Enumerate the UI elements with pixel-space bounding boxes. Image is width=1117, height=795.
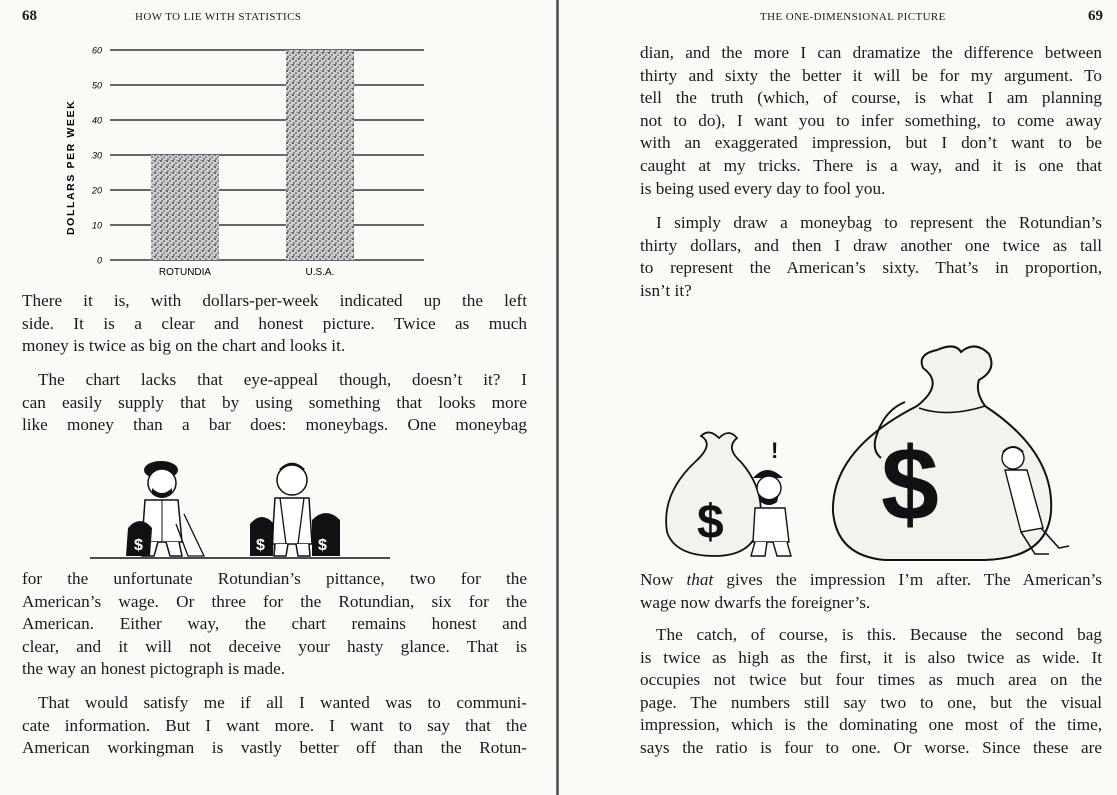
chart-bar-rotundia: [151, 155, 219, 260]
right-page: [560, 0, 1117, 795]
chart-ytick-label: 0: [96, 255, 102, 266]
text-line: clear, and it will not deceive your hasty glance. That is: [22, 636, 527, 656]
moneybag-symbol: $: [697, 496, 724, 549]
text-line: the way an honest pictograph is made.: [22, 659, 285, 679]
right-paragraph-2: [640, 212, 1102, 302]
text-line: page. The numbers still say two to one, but the visual: [640, 692, 1102, 712]
right-paragraph-1: [640, 42, 1102, 200]
moneybag-symbol: $: [256, 537, 265, 554]
text-line: American’s wage. Or three for the Rotundian, six for the: [22, 591, 527, 611]
text-line: caught at my tricks. There is a way, and it is one that: [640, 155, 1102, 175]
text-line: American. Either way, the chart remains honest and: [22, 614, 527, 634]
exclamation-mark: !: [771, 438, 779, 463]
running-head-right: THE ONE-DIMENSIONAL PICTURE: [760, 11, 946, 23]
text-line: can easily supply that by using something that looks more: [22, 392, 527, 412]
text-line: There it is, with dollars-per-week indicated up the left: [22, 291, 527, 310]
chart-ytick-label: 10: [91, 220, 102, 231]
text-line: American workingman is vastly better off than the Rotun-: [22, 738, 527, 758]
bar-chart: [58, 40, 498, 280]
running-head-left: HOW TO LIE WITH STATISTICS: [135, 11, 302, 23]
text-line: Now that gives the impression I’m after. The American’s: [640, 570, 1103, 589]
text-line: cate information. But I want more. I want to say that the: [22, 715, 527, 735]
chart-ylabel: DOLLARS PER WEEK: [65, 99, 77, 235]
text-line: not to do), I want you to infer something, to come away: [640, 110, 1102, 130]
chart-ytick-label: 20: [91, 185, 102, 196]
text-line: is being used every day to fool you.: [640, 178, 886, 198]
text-line: like money than a bar does: moneybags. One moneybag: [22, 415, 527, 435]
chart-category-label: ROTUNDIA: [158, 267, 212, 278]
text-line: The catch, of course, is this. Because the second bag: [656, 625, 1102, 644]
text-line: I simply draw a moneybag to represent the Rotundian’s: [656, 213, 1102, 232]
text-line: side. It is a clear and honest picture. Twice as much: [22, 313, 527, 333]
american-figure: [250, 464, 340, 556]
left-paragraph-4: [22, 692, 527, 760]
text-line: is twice as high as the first, it is also twice as wide. It: [640, 647, 1102, 667]
moneybag-illustration: [655, 332, 1115, 562]
pictograph-illustration: [90, 452, 390, 562]
text-line: impression, which is the dominating one most of the time,: [640, 715, 1102, 735]
chart-ytick-label: 50: [91, 80, 102, 91]
chart-ytick-label: 30: [91, 150, 102, 161]
emphasis: that: [686, 570, 714, 589]
chart-bar-usa: [286, 50, 354, 260]
book-gutter: [556, 0, 559, 795]
right-paragraph-4: [640, 624, 1102, 760]
chart-ytick-label: 40: [91, 115, 102, 126]
text-line: thirty dollars, and then I draw another one twice as tall: [640, 235, 1102, 255]
right-paragraph-3: [640, 569, 1102, 614]
chart-ytick-label: 60: [91, 45, 102, 56]
left-page: [0, 0, 555, 795]
left-paragraph-3: [22, 568, 527, 681]
text-line: to represent the American’s sixty. That’s in proportion,: [640, 258, 1102, 278]
text-line: wage now dwarfs the foreigner’s.: [640, 592, 871, 612]
text-line: money is twice as big on the chart and looks it.: [22, 336, 346, 356]
text-line: isn’t it?: [640, 280, 692, 300]
text-line: with an exaggerated impression, but I don’t want to be: [640, 133, 1102, 153]
text-line: The chart lacks that eye-appeal though, doesn’t it? I: [38, 370, 527, 389]
moneybag-symbol: $: [881, 427, 939, 543]
text-line: That would satisfy me if all I wanted was to communi-: [38, 693, 527, 712]
page-number-left: 68: [22, 8, 37, 24]
text-line: for the unfortunate Rotundian’s pittance, two for the: [22, 569, 527, 588]
page-number-right: 69: [1088, 8, 1103, 24]
moneybag-symbol: $: [134, 537, 143, 554]
text-line: thirty and sixty the better it will be for my argument. To: [640, 65, 1102, 85]
small-moneybag: [666, 432, 761, 556]
chart-category-label: U.S.A.: [305, 267, 335, 278]
text-line: says the ratio is four to one. Or worse. Since these are: [640, 737, 1102, 757]
text-line: dian, and the more I can dramatize the difference between: [640, 43, 1102, 62]
text-line: tell the truth (which, of course, is what I am planning: [640, 88, 1102, 108]
left-paragraph-1: [22, 290, 527, 358]
left-paragraph-2: [22, 369, 527, 437]
moneybag-symbol: $: [318, 537, 327, 554]
rotundian-figure: [126, 461, 204, 556]
text-line: occupies not twice but four times as much area on the: [640, 670, 1102, 690]
